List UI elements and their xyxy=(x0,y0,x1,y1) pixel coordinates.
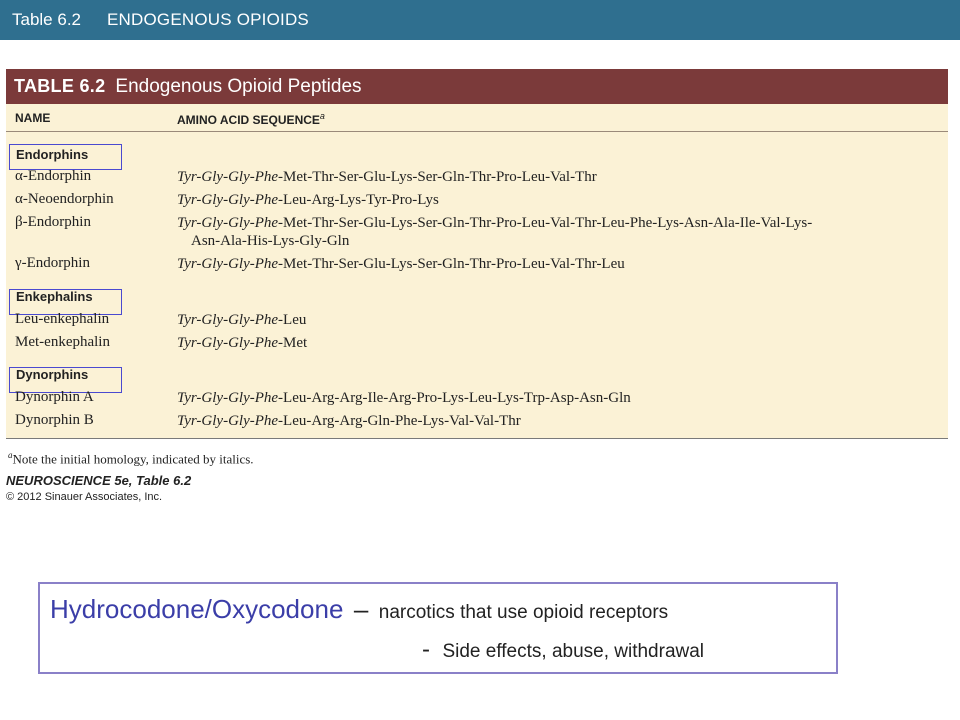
source-credit: NEUROSCIENCE 5e, Table 6.2 xyxy=(6,473,192,488)
sequence-homology: Tyr-Gly-Gly-Phe xyxy=(177,312,279,328)
peptide-name: Met-enkephalin xyxy=(15,334,110,350)
footnote-text: Note the initial homology, indicated by italics. xyxy=(12,451,254,467)
slide-title: ENDOGENOUS OPIOIDS xyxy=(107,10,309,29)
peptide-name: Dynorphin B xyxy=(15,412,94,428)
slide-header xyxy=(0,0,960,40)
sequence-homology: Tyr-Gly-Gly-Phe xyxy=(177,390,279,406)
sequence-homology: Tyr-Gly-Gly-Phe xyxy=(177,256,279,272)
amino-acid-sequence xyxy=(177,214,937,250)
footnote-mark: a xyxy=(8,450,13,460)
table-label: TABLE 6.2 xyxy=(14,76,106,96)
sequence-continuation: Asn-Ala-His-Lys-Gly-Gln xyxy=(191,233,350,249)
group-label-endorphins: Endorphins xyxy=(16,147,89,162)
group-label-dynorphins: Dynorphins xyxy=(16,367,89,382)
amino-acid-sequence xyxy=(177,191,937,209)
sequence-homology: Tyr-Gly-Gly-Phe xyxy=(177,215,279,231)
note-description-1: narcotics that use opioid receptors xyxy=(378,602,669,623)
sequence-homology: Tyr-Gly-Gly-Phe xyxy=(177,192,279,208)
column-header-footnote-mark: a xyxy=(319,111,325,121)
note-description-2: Side effects, abuse, withdrawal xyxy=(442,641,705,662)
amino-acid-sequence xyxy=(177,389,937,407)
column-header-name: NAME xyxy=(15,111,51,125)
peptide-name: Dynorphin A xyxy=(15,389,94,405)
sequence-remainder: -Met-Thr-Ser-Glu-Lys-Ser-Gln-Thr-Pro-Leu-Val-Thr-Leu-Phe-Lys-Asn-Ala-Ile-Val-Lys- xyxy=(278,215,813,231)
sequence-remainder: -Leu-Arg-Arg-Ile-Arg-Pro-Lys-Leu-Lys-Trp-Asp-Asn-Gln xyxy=(278,390,631,406)
sequence-remainder: -Leu-Arg-Arg-Gln-Phe-Lys-Val-Val-Thr xyxy=(278,413,521,429)
table-footnote xyxy=(8,450,254,467)
amino-acid-sequence xyxy=(177,311,937,329)
slide-table-number: Table 6.2 xyxy=(12,10,81,29)
peptide-name: β-Endorphin xyxy=(15,214,91,230)
opioid-table xyxy=(6,69,948,439)
note-dash-2: - xyxy=(422,636,430,663)
sequence-remainder: -Leu xyxy=(278,312,307,328)
amino-acid-sequence xyxy=(177,334,937,352)
table-title-bar xyxy=(6,69,948,104)
group-label-enkephalins: Enkephalins xyxy=(16,289,93,304)
peptide-name: γ-Endorphin xyxy=(15,255,90,271)
highlight-box-endorphins xyxy=(9,144,122,170)
copyright-notice: © 2012 Sinauer Associates, Inc. xyxy=(6,491,163,503)
amino-acid-sequence xyxy=(177,412,937,430)
sequence-remainder: -Met-Thr-Ser-Glu-Lys-Ser-Gln-Thr-Pro-Leu-Val-Thr-Leu xyxy=(278,256,625,272)
table-title: Endogenous Opioid Peptides xyxy=(115,75,362,97)
amino-acid-sequence xyxy=(177,255,937,273)
narcotics-note-box xyxy=(38,582,838,674)
peptide-name: α-Neoendorphin xyxy=(15,191,114,207)
note-dash-1: – xyxy=(353,594,369,624)
note-line-2 xyxy=(422,636,704,664)
sequence-remainder: -Met-Thr-Ser-Glu-Lys-Ser-Gln-Thr-Pro-Leu-Val-Thr xyxy=(278,169,597,185)
sequence-homology: Tyr-Gly-Gly-Phe xyxy=(177,413,279,429)
column-header-sequence xyxy=(177,111,325,127)
sequence-homology: Tyr-Gly-Gly-Phe xyxy=(177,335,279,351)
sequence-homology: Tyr-Gly-Gly-Phe xyxy=(177,169,279,185)
peptide-name: α-Endorphin xyxy=(15,168,92,184)
note-line-1 xyxy=(50,594,668,625)
peptide-name: Leu-enkephalin xyxy=(15,311,110,327)
sequence-remainder: -Leu-Arg-Lys-Tyr-Pro-Lys xyxy=(278,192,439,208)
header-rule xyxy=(6,131,948,132)
amino-acid-sequence xyxy=(177,168,937,186)
sequence-remainder: -Met xyxy=(278,335,308,351)
drug-names: Hydrocodone/Oxycodone xyxy=(50,594,344,624)
column-header-sequence-label: AMINO ACID SEQUENCE xyxy=(177,113,320,127)
